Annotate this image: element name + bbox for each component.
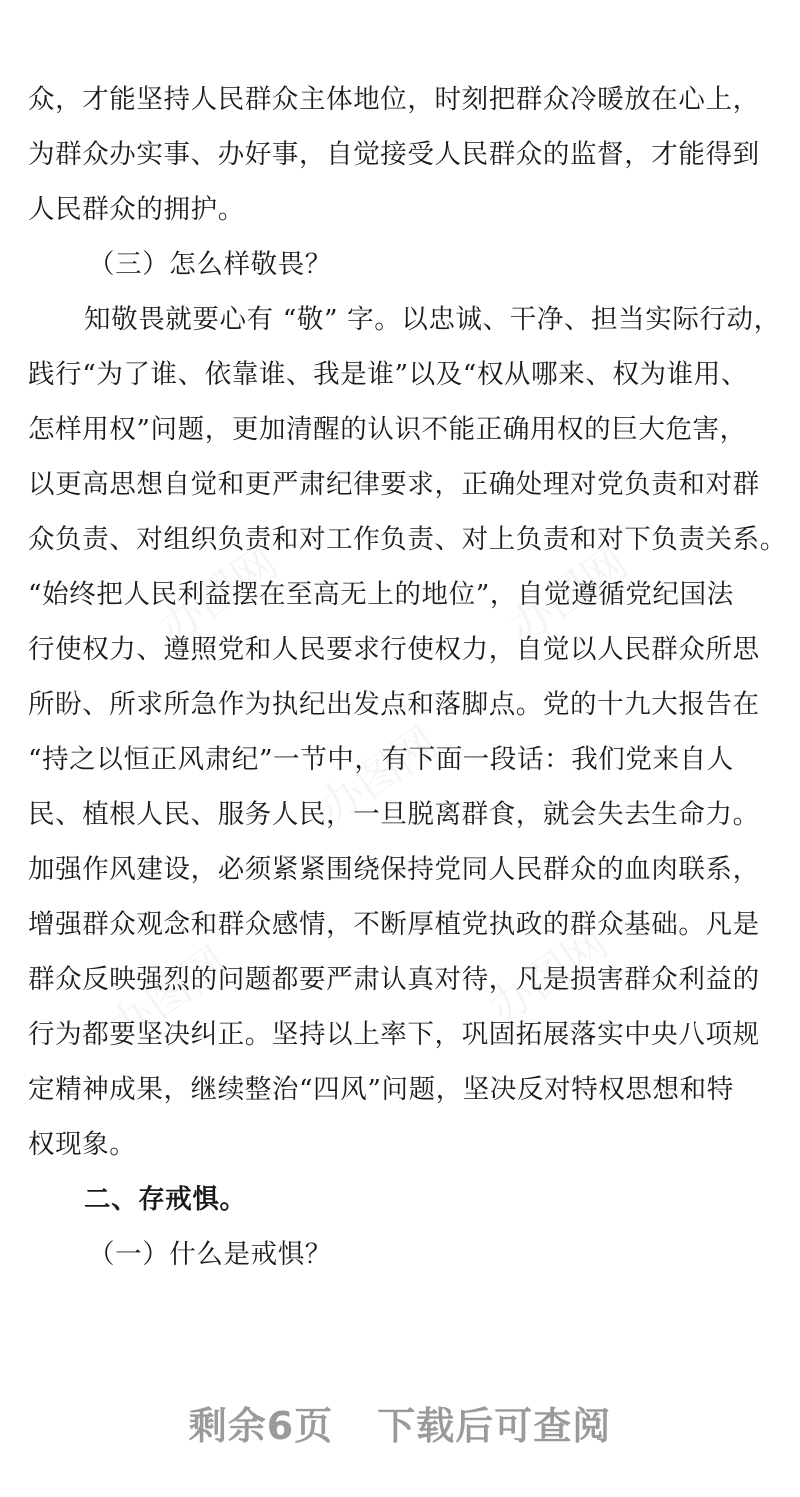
paragraph-line: 众，才能坚持人民群众主体地位，时刻把群众冷暖放在心上， [28, 84, 760, 115]
document-body [28, 72, 787, 1282]
download-prompt[interactable] [0, 1395, 800, 1450]
paragraph-line: “持之以恒正风肃纪”一节中，有下面一段话：我们党来自人 [28, 744, 734, 775]
paragraph-line: 怎样用权”问题，更加清醒的认识不能正确用权的巨大危害， [28, 414, 747, 445]
paragraph-line: 以更高思想自觉和更严肃纪律要求，正确处理对党负责和对群 [28, 469, 760, 500]
paragraph-line: 增强群众观念和群众感情，不断厚植党执政的群众基础。凡是 [28, 909, 760, 940]
subheading-2-1: （一）什么是戒惧？ [88, 1239, 332, 1270]
paragraph-line: “始终把人民利益摆在至高无上的地位”，自觉遵循党纪国法 [28, 579, 734, 610]
paragraph-line: 人民群众的拥护。 [28, 194, 245, 225]
paragraph-line: 加强作风建设，必须紧紧围绕保持党同人民群众的血肉联系， [28, 854, 760, 885]
download-to-view-label: 下载后可查阅 [377, 1404, 612, 1448]
paragraph-line: 知敬畏就要心有 “敬” 字。以忠诚、干净、担当实际行动， [84, 304, 781, 335]
section-heading-2: 二、存戒惧。 [84, 1184, 247, 1215]
paragraph-line: 定精神成果，继续整治“四风”问题，坚决反对特权思想和特 [28, 1074, 734, 1105]
paragraph-line: 权现象。 [28, 1129, 137, 1160]
paragraph-line: 众负责、对组织负责和对工作负责、对上负责和对下负责关系。 [28, 524, 787, 555]
paragraph-line: 行为都要坚决纠正。坚持以上率下，巩固拓展落实中央八项规 [28, 1019, 760, 1050]
paragraph-line: 群众反映强烈的问题都要严肃认真对待，凡是损害群众利益的 [28, 964, 760, 995]
remaining-pages-label: 剩余6页 [188, 1404, 334, 1448]
paragraph-line: 行使权力、遵照党和人民要求行使权力，自觉以人民群众所思 [28, 634, 760, 665]
paragraph-line: 所盼、所求所急作为执纪出发点和落脚点。党的十九大报告在 [28, 689, 760, 720]
paragraph-line: 民、植根人民、服务人民，一旦脱离群食，就会失去生命力。 [28, 799, 760, 830]
paragraph-line: 践行“为了谁、依靠谁、我是谁”以及“权从哪来、权为谁用、 [28, 359, 748, 390]
subheading-3: （三）怎么样敬畏？ [88, 249, 332, 280]
paragraph-line: 为群众办实事、办好事，自觉接受人民群众的监督，才能得到 [28, 139, 760, 170]
